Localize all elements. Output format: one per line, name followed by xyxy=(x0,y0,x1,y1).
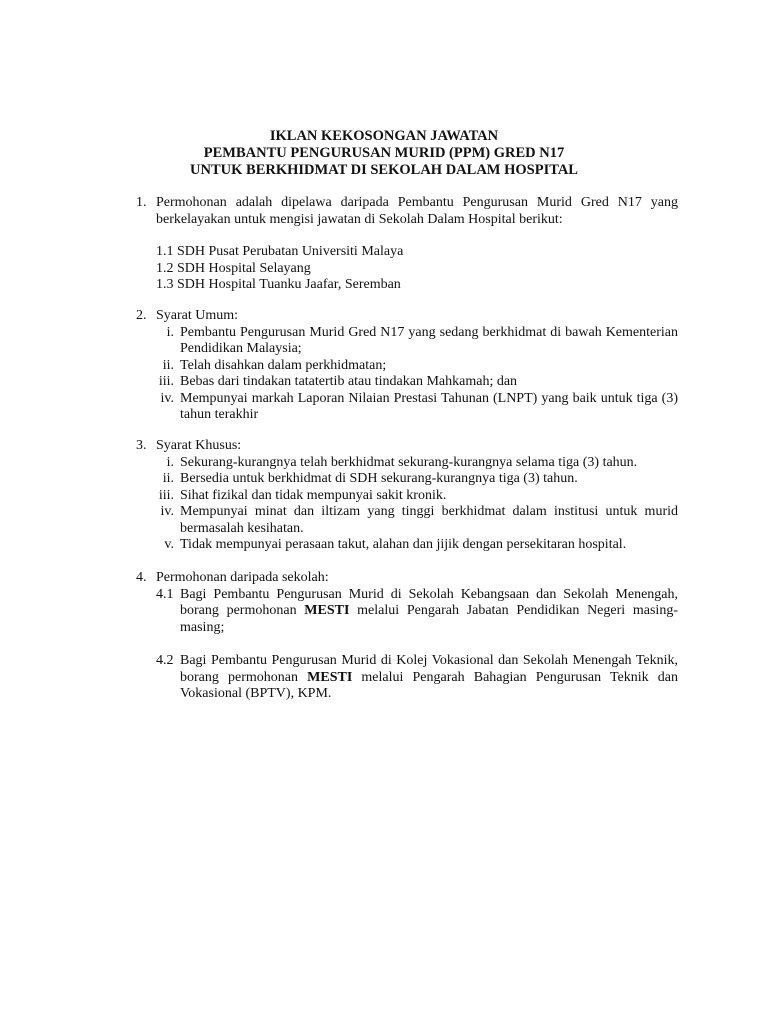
list-item xyxy=(136,455,678,472)
item-text: Telah disahkan dalam perkhidmatan; xyxy=(180,357,387,373)
application-item-4-2 xyxy=(136,653,678,703)
section-number: 4. xyxy=(136,570,147,585)
application-item-4-1 xyxy=(136,587,678,637)
list-item xyxy=(136,504,678,537)
item-text: Bersedia untuk berkhidmat di SDH sekurang-kurangnya tiga (3) tahun. xyxy=(180,471,578,486)
document-title xyxy=(0,128,768,179)
item-text: Mempunyai markah Laporan Nilaian Prestasi Tahunan (LNPT) yang baik untuk tiga (3) tahun terakhir xyxy=(180,390,678,422)
title-line-1: IKLAN KEKOSONGAN JAWATAN xyxy=(269,128,499,144)
item-number: iv. xyxy=(160,390,174,406)
section-number: 1. xyxy=(136,195,147,210)
list-item: 1.1 SDH Pusat Perubatan Universiti Malaya xyxy=(156,244,404,259)
section-1 xyxy=(136,195,678,294)
item-text: Mempunyai minat dan iltizam yang tinggi berkhidmat dalam institusi untuk murid bermasalah kesihatan. xyxy=(180,504,678,536)
title-line-2: PEMBANTU PENGURUSAN MURID (PPM) GRED N17 xyxy=(203,145,565,161)
list-item xyxy=(136,325,678,358)
item-text: Pembantu Pengurusan Murid Gred N17 yang sedang berkhidmat di bawah Kementerian Pendidikan Malaysia; xyxy=(180,324,678,356)
item-number: iv. xyxy=(160,504,174,519)
list-item xyxy=(136,537,678,554)
section-number: 3. xyxy=(136,438,147,453)
section-3-heading: Syarat Khusus: xyxy=(156,438,242,453)
item-text-end: melalui Pengarah Bahagian Pengurusan Teknik dan Vokasional (BPTV), KPM. xyxy=(180,669,678,701)
list-item xyxy=(136,374,678,391)
item-number: 4.1 xyxy=(156,586,174,602)
item-number: ii. xyxy=(162,471,174,486)
specific-requirements-list xyxy=(136,455,678,554)
list-item xyxy=(136,471,678,488)
title-line-3: UNTUK BERKHIDMAT DI SEKOLAH DALAM HOSPITAL xyxy=(190,162,578,178)
section-4 xyxy=(136,570,678,703)
section-number: 2. xyxy=(136,308,147,323)
emphasis-word: MESTI xyxy=(304,603,350,618)
item-text: Tidak mempunyai perasaan takut, alahan dan jijik dengan persekitaran hospital. xyxy=(180,537,627,552)
item-text-end: melalui Pengarah Jabatan Pendidikan Negeri masing-masing; xyxy=(180,603,678,635)
item-number: ii. xyxy=(162,357,174,373)
section-1-text: Permohonan adalah dipelawa daripada Pembantu Pengurusan Murid Gred N17 yang berkelayakan untuk mengisi jawatan di Sekolah Dalam Hospital berikut: xyxy=(156,195,678,227)
section-4-heading: Permohonan daripada sekolah: xyxy=(156,570,329,585)
item-number: i. xyxy=(166,454,174,470)
item-number: i. xyxy=(166,324,174,340)
list-item xyxy=(136,358,678,375)
item-number: v. xyxy=(164,537,174,552)
section-2 xyxy=(136,308,678,424)
hospital-list xyxy=(136,244,678,294)
list-item: 1.3 SDH Hospital Tuanku Jaafar, Seremban xyxy=(156,277,401,292)
item-number: iii. xyxy=(158,374,174,389)
section-3 xyxy=(136,438,678,554)
section-2-heading: Syarat Umum: xyxy=(156,308,239,323)
item-number: 4.2 xyxy=(156,653,174,668)
item-text: Bebas dari tindakan tatatertib atau tindakan Mahkamah; dan xyxy=(180,374,518,389)
list-item xyxy=(136,391,678,424)
item-text: Sekurang-kurangnya telah berkhidmat sekurang-kurangnya selama tiga (3) tahun. xyxy=(180,454,638,470)
list-item: 1.2 SDH Hospital Selayang xyxy=(156,260,311,276)
list-item xyxy=(136,488,678,505)
item-number: iii. xyxy=(158,487,174,503)
general-requirements-list xyxy=(136,325,678,424)
item-text: Sihat fizikal dan tidak mempunyai sakit kronik. xyxy=(180,487,447,503)
emphasis-word: MESTI xyxy=(307,669,353,685)
item-text-start: Bagi Pembantu Pengurusan Murid di Kolej Vokasional dan Sekolah Menengah Teknik, borang permohonan xyxy=(180,653,678,685)
item-text-start: Bagi Pembantu Pengurusan Murid di Sekolah Kebangsaan dan Sekolah Menengah, borang permohonan xyxy=(180,586,678,618)
